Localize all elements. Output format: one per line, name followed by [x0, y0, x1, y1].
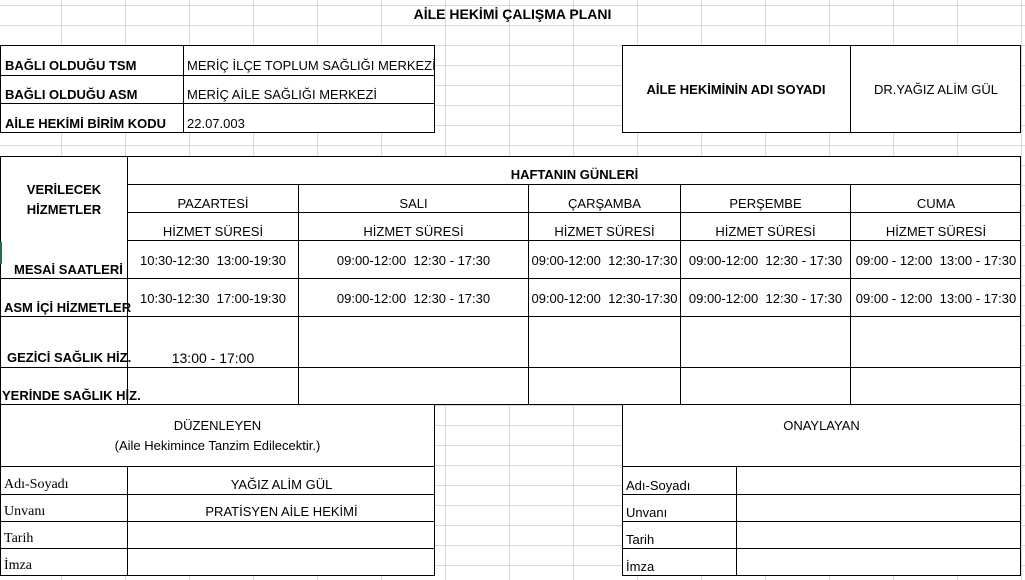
cell-asm-services-friday: 09:00 - 12:00 13:00 - 17:30 [855, 291, 1017, 306]
cell-working-hours-wednesday: 09:00-12:00 12:30-17:30 [531, 253, 678, 268]
cell-working-hours-monday: 10:30-12:30 13:00-19:30 [139, 253, 286, 268]
prepared-name-value: YAĞIZ ALİM GÜL [230, 477, 333, 492]
prepared-title: DÜZENLEYEN [173, 418, 262, 433]
prepared-title-label: Unvanı [4, 504, 46, 519]
day-tuesday: SALI [399, 196, 428, 211]
cell-working-hours-thursday: 09:00-12:00 12:30 - 17:30 [688, 253, 843, 268]
asm-label: BAĞLI OLDUĞU ASM [5, 87, 138, 102]
cell-mobile-health-monday: 13:00 - 17:00 [171, 350, 255, 366]
unit-code-value: 22.07.003 [187, 116, 245, 131]
cell-asm-services-thursday: 09:00-12:00 12:30 - 17:30 [688, 291, 843, 306]
unit-code-label: AİLE HEKİMİ BİRİM KODU [5, 116, 167, 131]
approved-name-label: Adı-Soyadı [626, 478, 691, 493]
day-thursday: PERŞEMBE [729, 196, 802, 211]
duration-label-monday: HİZMET SÜRESİ [162, 224, 264, 239]
tsm-label: BAĞLI OLDUĞU TSM [5, 58, 137, 73]
approved-title: ONAYLAYAN [783, 418, 860, 433]
cell-asm-services-monday: 10:30-12:30 17:00-19:30 [139, 291, 286, 306]
approved-title-label: Unvanı [626, 505, 668, 520]
cell-asm-services-tuesday: 09:00-12:00 12:30 - 17:30 [336, 291, 491, 306]
asm-value: MERİÇ AİLE SAĞLIĞI MERKEZİ [187, 87, 377, 102]
prepared-title-value: PRATİSYEN AİLE HEKİMİ [205, 504, 358, 519]
tsm-value: MERİÇ İLÇE TOPLUM SAĞLIĞI MERKEZİ [187, 58, 436, 73]
approved-signature-label: İmza [626, 559, 655, 574]
page-title: AİLE HEKİMİ ÇALIŞMA PLANI [413, 6, 612, 22]
prepared-signature-label: İmza [4, 558, 32, 573]
doctor-name-label: AİLE HEKİMİNİN ADI SOYADI [646, 82, 826, 97]
days-header: HAFTANIN GÜNLERİ [510, 167, 639, 182]
day-wednesday: ÇARŞAMBA [568, 196, 641, 211]
day-friday: CUMA [916, 196, 956, 211]
row-label-asm-services: ASM İÇİ HİZMETLER [4, 300, 132, 315]
duration-label-friday: HİZMET SÜRESİ [885, 224, 987, 239]
row-label-mobile-health: GEZİCİ SAĞLIK HİZ. [7, 350, 132, 365]
cell-asm-services-wednesday: 09:00-12:00 12:30-17:30 [531, 291, 678, 306]
row-label-working-hours: MESAİ SAATLERİ [14, 262, 123, 277]
row-label-onsite-health: YERİNDE SAĞLIK HİZ. [2, 388, 141, 403]
duration-label-wednesday: HİZMET SÜRESİ [554, 224, 655, 239]
doctor-name-value: DR.YAĞIZ ALİM GÜL [873, 82, 998, 97]
duration-label-thursday: HİZMET SÜRESİ [715, 224, 816, 239]
day-monday: PAZARTESİ [177, 196, 249, 211]
prepared-date-label: Tarih [4, 531, 34, 546]
cell-working-hours-friday: 09:00 - 12:00 13:00 - 17:30 [855, 253, 1017, 268]
approved-date-label: Tarih [626, 532, 655, 547]
services-header: VERİLECEK HİZMETLER [26, 182, 102, 217]
duration-label-tuesday: HİZMET SÜRESİ [363, 224, 464, 239]
cell-working-hours-tuesday: 09:00-12:00 12:30 - 17:30 [336, 253, 491, 268]
prepared-subtitle: (Aile Hekimince Tanzim Edilecektir.) [114, 438, 321, 453]
prepared-name-label: Adı-Soyadı [4, 477, 69, 492]
